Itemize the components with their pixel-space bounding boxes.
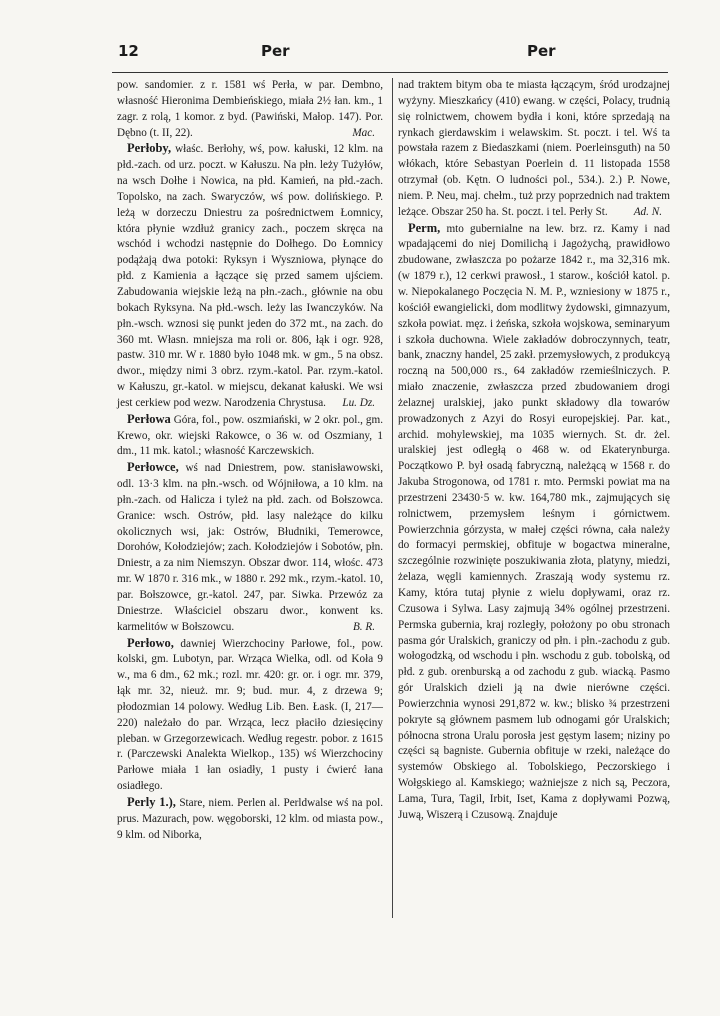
entry-text: pow. sandomier. z r. 1581 wś Perła, w par. Dembno, własność Hieronima Dembieńskiego, miała 2½ łan. km., 1 zagr. z rolą, 1 komor. z byd. (Pawiński, Małop. 147). Por. Dębno (t. II, 22). xyxy=(117,79,383,139)
entry-continuation xyxy=(398,78,670,221)
entry-headword: Perłowce, xyxy=(127,460,179,475)
entry-text: mto gubernialne na lew. brz. rz. Kamy i nad wpadającemi do niej Domilichą i Jagożychą, prawidłowo zbudowane, zwłaszcza po pożarze 1842 r., ma 32,316 mk. (w 1879 r.), 12 cerkwi prawosł., 1 starow., kościół katol. p. w. Niepokalanego Poczęcia N. M. P., wzniesiony w 1875 r., kościół ewangielicki, dom modlitwy żydowski, gimnazyum, szkoła powiat. męz. i żeńska, szkoła wojskowa, seminaryum i szkoła duchowna. Wiele zakładów dobroczynnych, teatr, bank, znaczny handel, 25 zakł. przemysłowych, z produkcyą roczną na 500,000 rs., 64 zakładów rzemieślniczych. P. miało znaczenie, zwłaszcza przed zbudowaniem drogi żelaznej uralskiej, jako punkt składowy dla towarów prowadzonych z Azyi do Rosyi europejskiej. Par. kat., archid. mohylewskiej, ma 1035 wiernych. St. dr. żel. uralskiej jest odległą o 468 w. od Ekaterynburga. Początkowo P. był osadą fabryczną, należącą w 1568 r. do Jakuba Strogonowa, od 1781 r. mto. Permski powiat ma na przestrzeni 23430·5 w. kw. 164,780 mk., zajmujących się rolnictwem, przemysłem leśnym i górnictwem. Powierzchnia górzysta, w małej części równa, cała należy do formacyi permskiej, obfituje w bogactwa mineralne, szczególnie rozwinięte poszukiwania złota, platyny, miedzi, żelaza, węgli kamiennych. Zraszają wody systemu rz. Kamy, która tutaj płynie z wielu dopływami, oraz rz. Czusowa i Sylwa. Lasy zajmują 34% ogólnej przestrzeni. Permska gubernia, kraj rozległy, położony po obu stronach pasma gór Uralskich, graniczy od płn. i płn.-zachodu z gub. wołogodzką, od wschodu i płn. wschodu z gub. tobolską, od płd. z gub. orenburską a od zachodu z gub. wiacką. Pasmo gór Uralskich dzieli ją na dwie nierówne części. Powierzchnia wynosi 291,872 w. kw.; blisko ¾ przestrzeni pokryte są głównem pasmem lub odnogami gór Uralskich; północna strona Uralu porosła jest gęstym lasem; niziny po części są bagniste. Gubernia obfituje w rzeki, należące do systemów Obskiego al. Tobolskiego, Peczorskiego i Wołgskiego al. Kamskiego; ważniejsze z nich są, Peczora, Lama, Tura, Tagil, Irbit, Iset, Kama z dopływami Pozwą, Juwą, Wiszerą i Czusową. Znajduje xyxy=(398,222,670,821)
right-column xyxy=(398,78,670,824)
entry-headword: Perłoby, xyxy=(127,141,172,156)
entry-perlowce xyxy=(117,460,383,635)
left-column xyxy=(117,78,383,844)
entry-text: dawniej Wierzchociny Parłowe, fol., pow. kolski, gm. Lubotyn, par. Wrząca Wielka, odl. od Koła 9 w., ma 6 dm., 62 mk.; rozl. mr. 420: gr. or. i ogr. mr. 379, łąk mr. 32, nieuż. mr. 9; bud. mur. 4, z drzewa 9; płodozmian 14 polowy. Według Lib. Ben. Łask. (I, 217—220) należało do par. Wrząca, lecz płaciło dziesięciny pleban. w Grzegorzewicach. Według regestr. pobor. z 1615 r. (Parczewski Analekta Wielkop., 135) wś Wierzchociny Parłowe miała 1 łan osiadły, 1 pusty i ćwierć łana osiadłego. xyxy=(117,637,383,793)
entry-text: Stare, niem. Perlen al. Perldwalse wś na pol. prus. Mazurach, pow. węgoborski, 12 klm. od miasta pow., 9 klm. od Niborka, xyxy=(117,796,383,841)
entry-text: Góra, fol., pow. oszmiański, w 2 okr. pol., gm. Krewo, okr. wiejski Rakowce, o 36 w. od Oszmiany, 1 dm., 11 mk. katol.; własność Karczewskich. xyxy=(117,413,383,458)
entry-perm xyxy=(398,221,670,824)
entry-text: właśc. Berłohy, wś, pow. kałuski, 12 klm. na płd.-zach. od urz. poczt. w Kałuszu. Na płn. leży Tużyłów, na wsch Dołhe i Nowica, na płd. Kamień, na płd.-zach. Topolsko, na zach. Swaryczów, wś pow. dolińskiego. P. leżą w dorzeczu Dniestru za pośrednictwem Łomnicy, która płynie wzdłuż granicy zach., poczem skręca na wschód i wchodzi następnie do Dołhego. Do Łomnicy podążają dwa potoki: Ryksyn i Wyszniowa, płynące do płd. z Kamienia a łączące się przed samem ujściem. Zabudowania wiejskie leżą na płn.-zach., głównie na obu bokach Ryksyna. Na płd.-wsch. leży las Iwanczyków. Na płn.-wsch. wznosi się punkt jeden do 372 mt., na zach. do 360 mt. Własn. mniejsza ma roli or. 806, łąk i ogr. 928, pastw. 310 mr. W r. 1880 było 1048 mk. w gm., 5 na obsz. dwor., między nimi 3 obrz. rzym.-katol. Par. rzym.-katol. w Kałuszu, gr.-katol. w miejscu, dekanat kałuski. We wsi jest cerkiew pod wezw. Narodzenia Chrystusa. xyxy=(117,143,383,409)
page-number: 12 xyxy=(118,42,139,60)
entry-text: wś nad Dniestrem, pow. stanisławowski, odl. 13·3 klm. na płn.-wsch. od Wójniłowa, a 10 klm. na płn.-zach. od Halicza i tyleż na płd. zach. od Bołszowca. Granice: wsch. Ostrów, płd. lasy należące do kilku okolicznych wsi, jak: Ostrów, Błudniki, Temerowce, Dorohów, Kołodziejów; zach. Kołodziejów i Sobotów, płn. Dniestr, a za nim Niemszyn. Obszar dwor. 114, włośc. 473 mr. W 1870 r. 316 mk., w 1880 r. 292 mk., rzym.-katol. 10, par. Bołszowce, gr.-katol. 247, par. Siwka. Przewóz za Dniestrze. Właściciel obszaru dwor., konwent ks. karmelitów w Bołszowcu. xyxy=(117,462,383,633)
entry-signature: B. R. xyxy=(352,620,375,633)
entry-headword: Perłowo, xyxy=(127,635,174,650)
entry-headword: Perłowa xyxy=(127,411,171,426)
entry-text: nad traktem bitym oba te miasta łączącym, śród urodzajnej wyżyny. Mieszkańcy (410) ewang. w części, Polacy, trudnią się rolnictwem, chowem bydła i koni, które sprzedają na rynkach gierdawskim i welawskim. St. poczt. i tel. Wś ta powstała razem z Biedaszkami (niem. Poerleinsguth) na 50 włókach, które Sebastyan Poerlein d. 11 listopada 1558 otrzymał (ob. Kętn. O ludności pol., 534.). 2.) P. Nowe, niem. P. Neu, maj. chełm., tuż przy poprzednich nad traktem leżące. Obszar 250 ha. St. poczt. i tel. Perły St. xyxy=(398,79,670,218)
entry-signature: Ad. N. xyxy=(633,205,662,218)
entry-perloby xyxy=(117,141,383,411)
entry-perlowo xyxy=(117,636,383,795)
entry-signature: Mac. xyxy=(352,126,375,139)
running-head-left: Per xyxy=(261,42,290,60)
entry-perly xyxy=(117,795,383,844)
entry-signature: Lu. Dz. xyxy=(342,396,375,409)
header-rule xyxy=(112,72,668,73)
entry-headword: Perm, xyxy=(408,220,441,235)
column-divider xyxy=(392,78,393,918)
entry-headword: Perly 1.), xyxy=(127,794,176,809)
running-head-right: Per xyxy=(527,42,556,60)
entry-perlowa xyxy=(117,412,383,461)
running-header xyxy=(110,42,670,68)
